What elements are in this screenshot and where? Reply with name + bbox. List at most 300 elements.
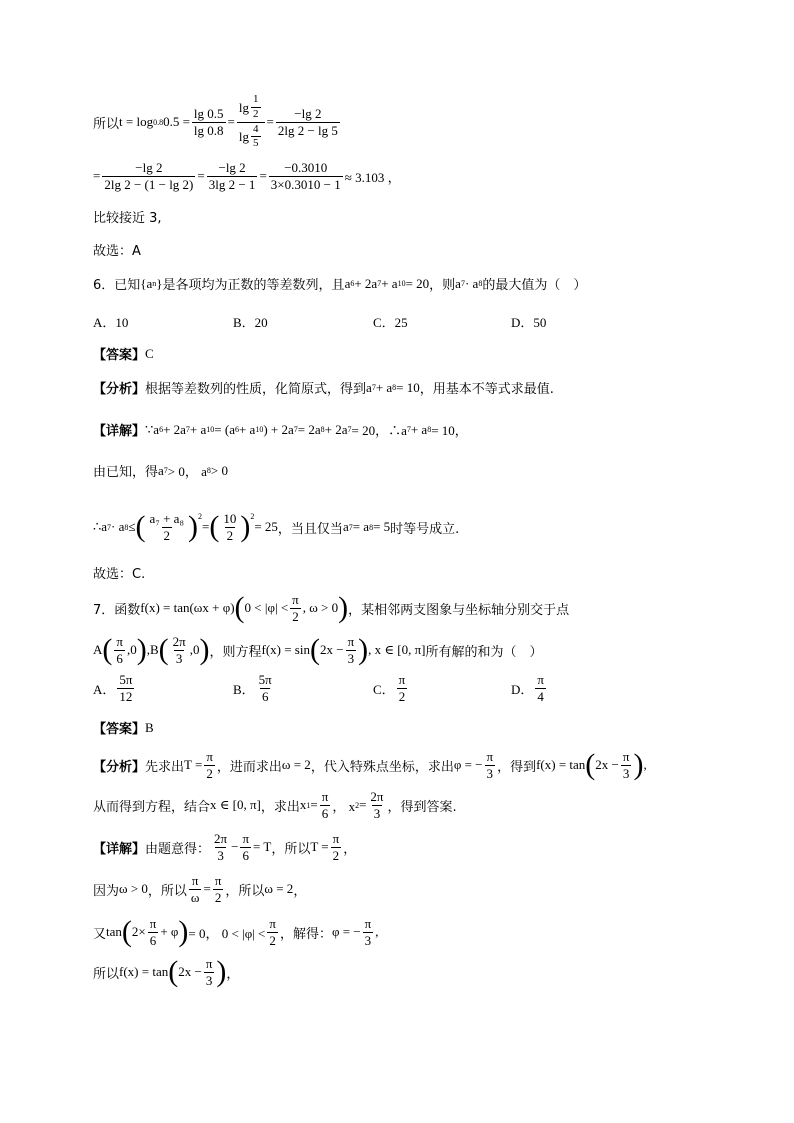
half-fraction xyxy=(251,94,261,120)
paren: ) xyxy=(216,955,227,988)
q7-option-b xyxy=(233,673,276,703)
phi-expr xyxy=(454,750,497,780)
frac-num: π xyxy=(269,915,276,931)
paren: ) xyxy=(187,510,198,543)
frac-num: −lg 2 xyxy=(135,159,163,175)
q7-detail xyxy=(93,830,356,864)
frac-num: a₇ + a₈ xyxy=(149,510,184,526)
frac-num: π xyxy=(321,788,329,804)
frac xyxy=(363,917,374,947)
answer-tag: 【答案】 xyxy=(93,348,146,363)
omega: ω = 2 xyxy=(264,881,294,896)
t: + a xyxy=(410,421,428,437)
sub: 8 xyxy=(206,466,211,475)
paren: ( xyxy=(168,955,179,988)
expr xyxy=(119,957,226,987)
sub: 7 xyxy=(107,522,112,532)
t: ≤ xyxy=(128,519,136,534)
expr xyxy=(187,874,225,904)
t: > 0， a xyxy=(167,464,207,479)
frac-den: 4 xyxy=(537,688,544,704)
frac-num: π xyxy=(537,672,544,687)
frac-den: 5 xyxy=(253,137,259,150)
label: B． xyxy=(233,681,255,697)
sup: 2 xyxy=(197,511,202,521)
t: − xyxy=(231,839,239,854)
text: ，求出 xyxy=(260,799,300,815)
log-arg: 0.5 = xyxy=(163,114,190,129)
frac-den: 2 xyxy=(269,932,276,948)
text: ，代入特殊点坐标，求出 xyxy=(310,759,454,775)
text: ，则方程 xyxy=(209,644,262,660)
paren: ( xyxy=(102,633,113,666)
sub: 7 xyxy=(460,279,465,288)
q6-text: 的最大值为（ ） xyxy=(482,278,587,293)
equals: = xyxy=(266,114,274,129)
q6-number: 6．已知 xyxy=(93,278,141,293)
t: = a xyxy=(352,519,370,534)
q6-option-c: C．25 xyxy=(373,315,408,330)
text: ，某相邻两支图象与坐标轴分别交于点 xyxy=(348,602,570,618)
text: 从而得到方程，结合 xyxy=(93,799,211,815)
frac-num: π xyxy=(116,633,123,649)
t: , ω > 0 xyxy=(302,600,339,615)
q7-analysis xyxy=(93,745,647,785)
frac xyxy=(320,790,331,820)
sub: 7 xyxy=(377,279,382,288)
a: a xyxy=(455,275,461,291)
q7-answer xyxy=(93,718,154,737)
text: 时等号成立. xyxy=(390,521,460,537)
t: , xyxy=(375,924,379,939)
q6-analysis xyxy=(93,378,554,397)
t: 2x − xyxy=(319,642,344,657)
frac-den: 3 xyxy=(347,650,355,666)
t: = (a xyxy=(214,421,235,437)
frac xyxy=(221,512,238,542)
t: , xyxy=(643,757,647,772)
sub: 7 xyxy=(371,383,376,392)
frac-num: π xyxy=(347,633,355,649)
t: f(x) = tan xyxy=(536,757,586,772)
eq: = 20 xyxy=(405,275,430,291)
t: = 10， xyxy=(431,423,468,438)
question-7-stem xyxy=(93,590,569,626)
sub: 8 xyxy=(478,279,483,288)
t: , x ∈ [0, π] xyxy=(368,642,426,657)
frac xyxy=(240,832,251,862)
frac-den: 2 xyxy=(253,107,259,120)
frac-num xyxy=(237,94,265,121)
t: > 0 xyxy=(210,462,228,478)
brace: } xyxy=(156,275,163,291)
frac-num: −0.3010 xyxy=(284,159,328,175)
frac-num: π xyxy=(149,915,157,931)
sub: 1 xyxy=(306,800,311,810)
q6-conclusion: 故选：C. xyxy=(93,567,146,582)
frac-den: 3 xyxy=(622,765,630,781)
q6-product xyxy=(455,276,482,292)
q7-option-a xyxy=(93,673,136,703)
frac xyxy=(485,750,496,780)
text: ，得到 xyxy=(497,759,537,775)
sub: 8 xyxy=(392,383,397,392)
expr xyxy=(184,750,217,780)
text: 由已知，得 xyxy=(93,465,159,480)
frac xyxy=(204,957,215,987)
answer-value: B xyxy=(145,719,154,735)
t: = xyxy=(201,519,210,534)
t: 2x − xyxy=(595,757,619,772)
t: = xyxy=(359,797,367,812)
term: + a xyxy=(375,379,393,395)
sub: 8 xyxy=(369,522,374,532)
frac xyxy=(213,874,224,904)
detail-tag: 【详解】 xyxy=(93,841,146,857)
fraction-lg05-lg08 xyxy=(192,107,226,137)
points xyxy=(93,635,209,665)
t-eq: t = log xyxy=(119,114,154,129)
paren: ) xyxy=(199,633,210,666)
paren: ( xyxy=(158,633,169,666)
t: ∴a xyxy=(93,519,108,534)
sub: 6 xyxy=(234,425,239,434)
frac-den: 2lg 2 − lg 5 xyxy=(277,122,338,138)
frac-den xyxy=(237,122,265,150)
q7-option-c xyxy=(373,673,409,703)
sub: 7 xyxy=(185,425,190,434)
t: x xyxy=(299,797,307,812)
frac-den: 12 xyxy=(119,688,133,704)
omega: ω = 2 xyxy=(281,757,311,772)
t: = T xyxy=(253,839,272,854)
frac-num: π xyxy=(292,591,299,607)
frac-den: 3 xyxy=(486,765,494,781)
frac-num: 5π xyxy=(119,672,133,687)
text-prefix: 所以 xyxy=(93,116,120,132)
q7-analysis-line2 xyxy=(93,788,457,822)
paren: ( xyxy=(234,591,245,624)
frac xyxy=(331,832,342,862)
q6-text: ，则 xyxy=(429,278,456,293)
text: ，当且仅当 xyxy=(277,521,343,537)
t: φ = − xyxy=(331,924,361,939)
ineq xyxy=(93,512,278,542)
fourfifth-fraction xyxy=(251,124,261,150)
text: ， xyxy=(226,966,240,982)
frac-num: π xyxy=(214,872,222,888)
analysis-text: ，用基本不等式求最值. xyxy=(419,382,554,397)
t: φ = − xyxy=(453,757,483,772)
label: C． xyxy=(373,681,395,697)
text: 又 xyxy=(93,926,107,942)
q6-detail-line2 xyxy=(93,461,228,480)
text: 先求出 xyxy=(145,759,185,775)
frac xyxy=(621,750,632,780)
t: ,B xyxy=(146,642,159,657)
t: + φ xyxy=(160,924,179,939)
lg-label: lg xyxy=(238,128,250,144)
sub: 10 xyxy=(397,279,406,288)
analysis-expr xyxy=(366,380,420,396)
frac xyxy=(368,790,385,820)
t: = 0， 0 < |φ| < xyxy=(188,925,266,941)
frac xyxy=(204,750,215,780)
solution-line-log-ratio xyxy=(93,92,342,152)
frac-den: 6 xyxy=(242,847,249,863)
t: + 2a xyxy=(163,421,186,437)
text: 所有解的和为（ ） xyxy=(425,644,543,660)
q6-condition xyxy=(345,276,430,292)
q6-detail-line3 xyxy=(93,505,459,549)
t: T = xyxy=(310,839,329,854)
paren: ) xyxy=(240,510,251,543)
t: ， x xyxy=(332,798,356,814)
frac-num: π xyxy=(332,830,340,846)
text: 因为 xyxy=(93,883,120,899)
paren: ( xyxy=(135,510,146,543)
equals: = xyxy=(93,168,101,183)
frac-den: 2 xyxy=(214,889,222,905)
q6-text: 是各项均为正数的等差数列，且 xyxy=(162,278,345,293)
analysis-tag: 【分析】 xyxy=(93,759,146,775)
text-close-to-3: 比较接近 3, xyxy=(93,211,162,226)
frac-den: 3 xyxy=(175,650,183,666)
text-choose-a: 故选：A xyxy=(93,244,141,259)
equals: = xyxy=(227,114,235,129)
frac-num: 1 xyxy=(253,93,259,106)
q6-answer xyxy=(93,344,154,363)
frac-den: 3×0.3010 − 1 xyxy=(270,176,341,192)
sub: n xyxy=(152,279,157,288)
t: ) + 2a xyxy=(263,421,294,437)
frac xyxy=(212,832,229,862)
frac-num: −lg 2 xyxy=(218,159,246,175)
frac-den: 6 xyxy=(116,650,123,666)
solution-line-numeric xyxy=(93,158,401,194)
analysis-tag: 【分析】 xyxy=(93,382,146,397)
t: T = xyxy=(184,757,203,772)
text: ，得到答案. xyxy=(387,799,457,815)
q7-detail-line2 xyxy=(93,872,306,906)
sub: 8 xyxy=(320,425,325,434)
sub: 10 xyxy=(206,425,215,434)
text: 由题意得： xyxy=(145,841,211,857)
t: ∵a xyxy=(145,421,160,437)
paren: ) xyxy=(178,915,189,948)
t: = 20，∴a xyxy=(351,423,407,438)
equation xyxy=(261,635,425,665)
t: = 25 xyxy=(254,519,278,534)
text: ，所以 xyxy=(147,883,187,899)
q6-detail xyxy=(93,420,468,439)
frac-den: 3 xyxy=(373,805,381,821)
text: ，所以 xyxy=(225,883,265,899)
sub: 6 xyxy=(350,279,355,288)
frac-num: π xyxy=(622,748,630,764)
sub: 7 xyxy=(348,522,353,532)
fraction-1 xyxy=(102,161,195,191)
text: ， xyxy=(343,841,357,857)
equals: = xyxy=(259,168,267,183)
equals: = xyxy=(197,168,205,183)
question-7-line2 xyxy=(93,630,543,670)
paren: ( xyxy=(585,748,596,781)
sup: 2 xyxy=(250,511,255,521)
frac-num: π xyxy=(206,748,213,764)
frac-num: 2π xyxy=(370,788,384,804)
sub: 8 xyxy=(124,522,129,532)
t: · a xyxy=(111,519,125,534)
frac-num: −lg 2 xyxy=(294,105,322,121)
cond xyxy=(343,519,390,535)
frac xyxy=(171,635,188,665)
frac xyxy=(117,673,134,703)
frac xyxy=(257,673,274,703)
frac-num: π xyxy=(486,748,494,764)
detail-tag: 【详解】 xyxy=(93,424,146,439)
paren: ( xyxy=(209,510,220,543)
sub: 7 xyxy=(163,466,168,475)
t: 2x − xyxy=(178,964,202,979)
a: a xyxy=(344,275,351,291)
fraction-3 xyxy=(269,161,343,191)
frac xyxy=(346,635,357,665)
frac-num: 2π xyxy=(214,830,228,846)
t: ,0 xyxy=(126,642,137,657)
q7-option-d xyxy=(511,673,548,703)
eq: = 10 xyxy=(396,379,420,395)
t: a xyxy=(158,462,164,478)
t: = 2a xyxy=(297,421,321,437)
sub: 7 xyxy=(406,425,411,434)
term: + a xyxy=(381,275,398,291)
term: · a xyxy=(464,275,479,291)
frac-num: π xyxy=(242,830,250,846)
frac-den: 2 xyxy=(163,527,171,543)
label: D． xyxy=(511,681,534,697)
sub: 10 xyxy=(255,425,264,434)
t: A xyxy=(93,642,103,657)
frac-den: 2 xyxy=(398,688,406,704)
frac-num: π xyxy=(191,872,199,888)
expr xyxy=(106,917,280,947)
t: f(x) = sin xyxy=(261,642,310,657)
q7-detail-line3 xyxy=(93,912,378,952)
an: {a xyxy=(140,275,153,291)
t: = xyxy=(203,881,211,896)
paren: ) xyxy=(338,591,349,624)
frac-den: 6 xyxy=(149,932,157,948)
t: 2× xyxy=(131,924,146,939)
frac-num: 4 xyxy=(253,122,259,135)
frac-den: 2 xyxy=(206,765,213,781)
t: + a xyxy=(189,421,207,437)
frac-num: 2π xyxy=(172,633,186,649)
frac-num: lg 0.5 xyxy=(193,105,224,121)
t: + a xyxy=(238,421,256,437)
frac xyxy=(114,635,125,665)
condition xyxy=(235,593,349,623)
frac-num: π xyxy=(205,955,213,971)
frac xyxy=(189,874,202,904)
sub: 7 xyxy=(347,425,352,434)
frac-den: 3 xyxy=(364,932,372,948)
log-base: 0.8 xyxy=(153,117,164,127)
roots xyxy=(300,790,388,820)
frac xyxy=(148,917,159,947)
q6-option-a: A．10 xyxy=(93,315,129,330)
text: ，解得： xyxy=(279,926,332,942)
frac-den: 3lg 2 − 1 xyxy=(208,176,256,192)
q7-detail-line4 xyxy=(93,952,239,992)
frac xyxy=(535,673,546,703)
text: ，所以 xyxy=(271,841,311,857)
approx-value: ≈ 3.103 ， xyxy=(344,169,401,185)
analysis-text: 根据等差数列的性质，化简原式，得到 xyxy=(145,382,367,397)
frac-num: π xyxy=(364,915,372,931)
frac-den: 2 xyxy=(292,608,299,624)
frac-den: 3 xyxy=(217,847,224,863)
paren: ) xyxy=(633,748,644,781)
frac-den: 6 xyxy=(321,805,329,821)
t-log-expr xyxy=(119,114,190,130)
frac-den: lg 0.8 xyxy=(193,122,224,138)
sub: 7 xyxy=(293,425,298,434)
t: a xyxy=(342,519,349,534)
expr xyxy=(158,461,228,480)
fraction-neg-lg2 xyxy=(276,107,340,137)
term: + 2a xyxy=(354,275,378,291)
omega: ω > 0 xyxy=(119,881,148,896)
expr xyxy=(332,917,379,947)
domain: x ∈ [0, π] xyxy=(210,797,261,812)
frac xyxy=(148,512,186,542)
frac xyxy=(397,673,408,703)
expr xyxy=(210,832,271,862)
sub: 6 xyxy=(159,425,164,434)
paren: ) xyxy=(358,633,369,666)
text: 所以 xyxy=(93,966,120,982)
t: = xyxy=(310,797,318,812)
function: f(x) = tan(ωx + φ) xyxy=(140,600,235,615)
fx-expr xyxy=(536,750,647,780)
a: a xyxy=(366,379,372,395)
t: + 2a xyxy=(324,421,348,437)
fraction-2 xyxy=(207,161,258,191)
label: A． xyxy=(93,681,116,697)
frac-num: π xyxy=(398,672,406,687)
lg-label: lg xyxy=(238,99,250,115)
t: ,0 xyxy=(189,642,200,657)
detail-expr xyxy=(145,420,468,439)
q7-number: 7．函数 xyxy=(93,602,141,618)
frac-den: ω xyxy=(190,889,200,905)
paren: ( xyxy=(121,915,132,948)
q6-option-b: B．20 xyxy=(233,315,268,330)
t: 0 < |φ| < xyxy=(244,600,289,615)
frac xyxy=(267,917,278,947)
frac-num: 10 xyxy=(223,510,237,526)
paren: ) xyxy=(136,633,147,666)
text: ，进而求出 xyxy=(216,759,282,775)
frac-den: 2lg 2 − (1 − lg 2) xyxy=(104,176,194,192)
answer-tag: 【答案】 xyxy=(93,722,146,737)
frac-den: 3 xyxy=(205,972,213,988)
expr xyxy=(310,832,343,862)
sub: 8 xyxy=(427,425,432,434)
sequence-an xyxy=(140,276,162,292)
